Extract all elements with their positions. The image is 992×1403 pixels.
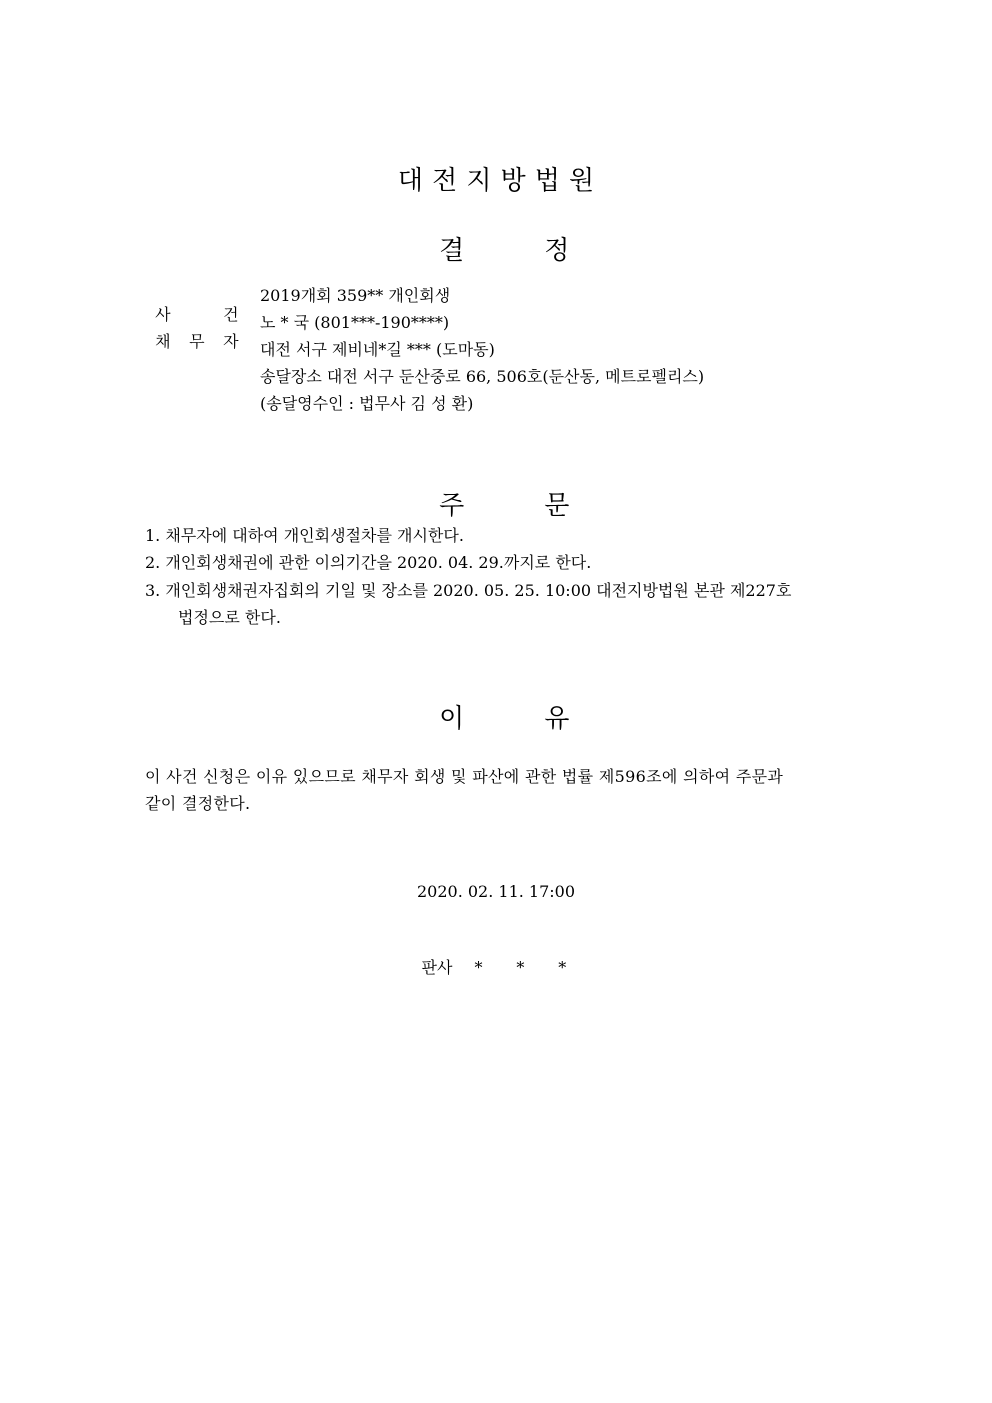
document-title (0, 200, 992, 267)
case-number: 2019개회 359** 개인회생 (260, 286, 451, 305)
delivery-address: 송달장소 대전 서구 둔산중로 66, 506호(둔산동, 메트로펠리스) (260, 367, 705, 386)
judge-label: 판사 (421, 958, 453, 977)
order-item-2: 2. 개인회생채권에 관한 이의기간을 2020. 04. 29.까지로 한다. (145, 553, 592, 572)
decision-date: 2020. 02. 11. 17:00 (416, 882, 576, 901)
reason-line-1: 이 사건 신청은 이유 있으므로 채무자 회생 및 파산에 관한 법률 제596조에 의하여 주문과 (145, 767, 784, 786)
debtor-label: 채 무 자 (155, 332, 239, 351)
reason-heading: 이 유 (439, 704, 570, 734)
order-item-1: 1. 채무자에 대하여 개인회생절차를 개시한다. (145, 526, 464, 545)
delivery-recipient: (송달영수인 : 법무사 김 성 환) (260, 394, 474, 413)
debtor-name: 노 * 국 (801***-190****) (260, 313, 450, 332)
order-item-3: 3. 개인회생채권자집회의 기일 및 장소를 2020. 05. 25. 10:00 대전지방법원 본관 제227호 (145, 581, 792, 600)
reason-line-2: 같이 결정한다. (145, 794, 251, 813)
order-item-3-continuation: 법정으로 한다. (178, 608, 281, 627)
judge-name: * * * (474, 958, 581, 977)
judge-signature (0, 936, 992, 978)
case-label: 사 건 (155, 305, 239, 324)
debtor-address: 대전 서구 제비네*길 *** (도마동) (260, 340, 495, 359)
order-heading: 주 문 (439, 491, 570, 521)
court-name: 대전지방법원 (397, 166, 604, 196)
title-char-2: 정 (544, 236, 570, 266)
title-char-1: 결 (439, 236, 465, 266)
